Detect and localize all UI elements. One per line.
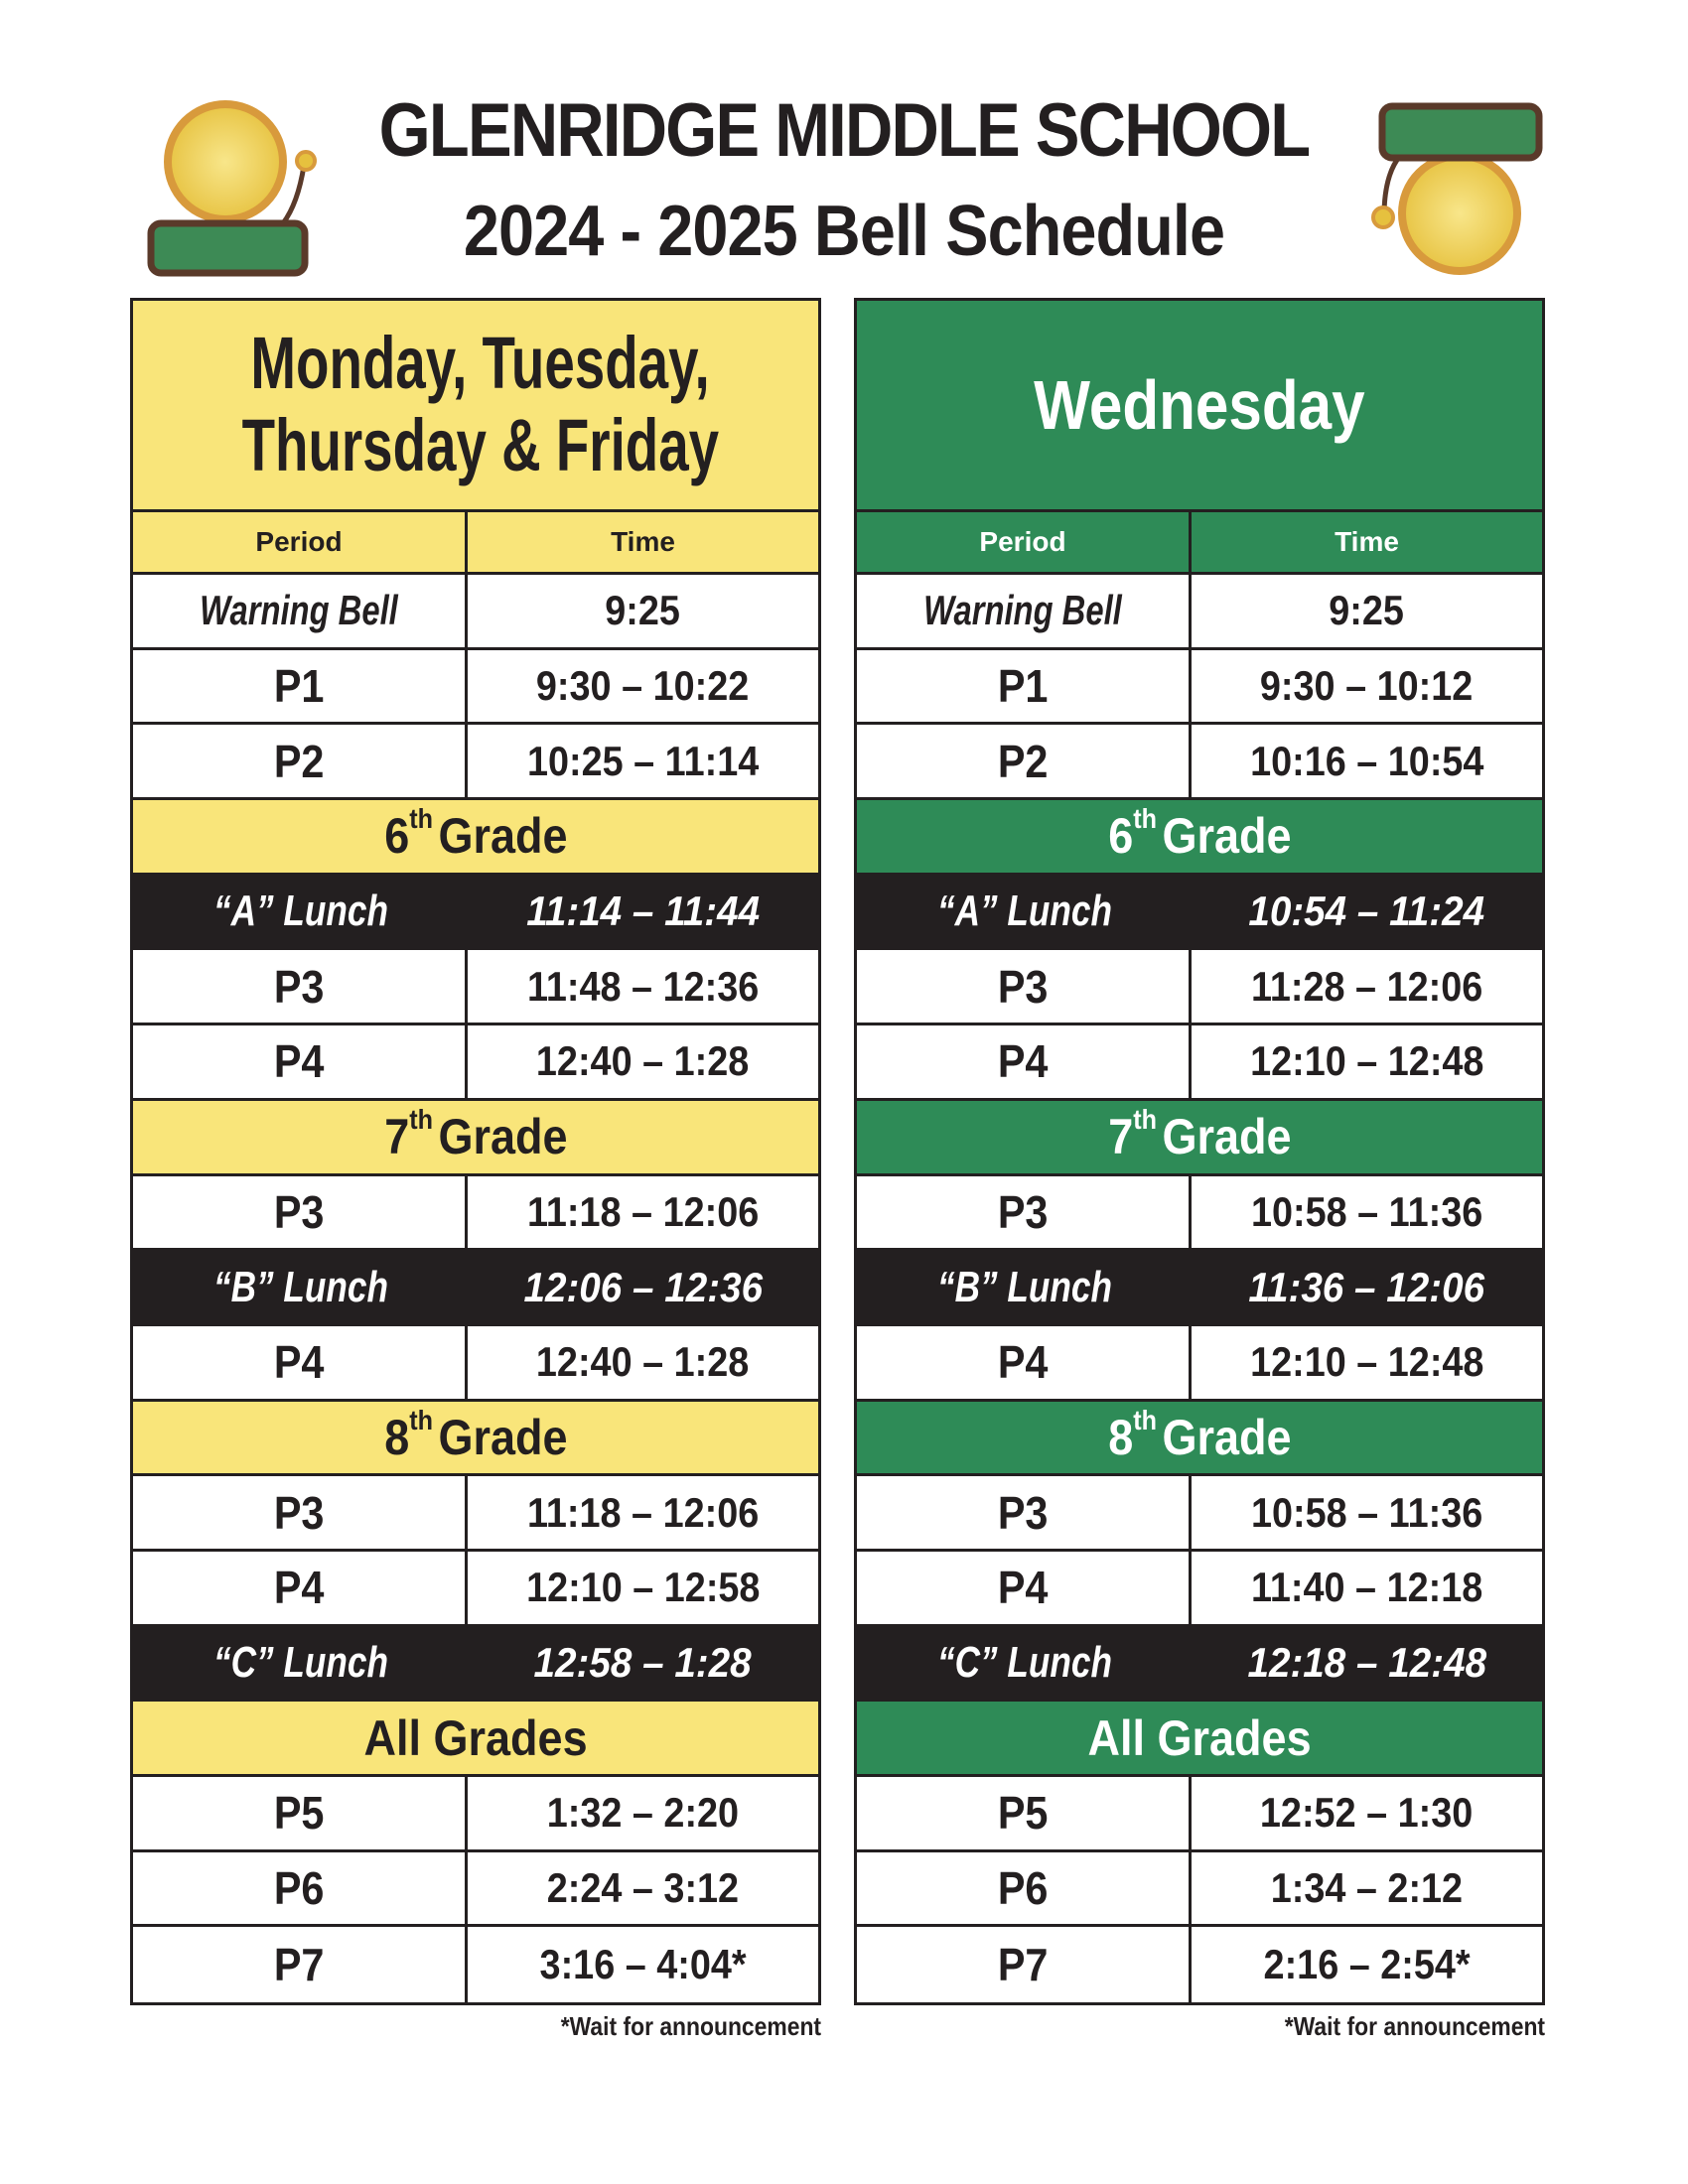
period-label: P4 [857,1025,1192,1098]
table-row-g6-p4 [133,1025,818,1101]
period-label: P6 [133,1852,468,1925]
grade-header-7: 7th Grade [133,1101,818,1176]
period-label: P3 [133,1476,468,1549]
period-label: P4 [133,1326,468,1399]
column-header-period: Period [133,512,468,572]
period-time: 11:18 – 12:06 [526,1488,760,1536]
table-row-g7-p3 [857,1176,1542,1252]
grade-header-7: 7th Grade [857,1101,1542,1176]
period-label: Warning Bell [857,575,1192,647]
table-row-warning-bell [133,575,818,650]
table-row-lunch-b [133,1251,818,1326]
schedule-days-heading: Wednesday [857,301,1542,512]
footnote-mttf: *Wait for announcement [560,2011,821,2041]
period-time: 10:25 – 11:14 [526,737,760,784]
period-label: P2 [133,725,468,797]
grade-header-6: 6th Grade [857,800,1542,876]
schedule-subtitle: 2024 - 2025 Bell Schedule [463,192,1225,271]
table-row-lunch-a [133,876,818,951]
period-label: P2 [857,725,1192,797]
lunch-time: 12:18 – 12:48 [1247,1638,1486,1686]
period-label: P7 [133,1927,468,2002]
footnote-wednesday: *Wait for announcement [1284,2011,1545,2041]
lunch-label: “B” Lunch [936,1262,1112,1311]
lunch-label: “C” Lunch [212,1637,388,1687]
lunch-label: “A” Lunch [212,887,388,936]
table-row-g8-p3 [133,1476,818,1552]
grade-header-8: 8th Grade [857,1402,1542,1477]
period-label: P4 [857,1326,1192,1399]
table-row-g6-p3 [857,950,1542,1025]
table-row-p2 [133,725,818,800]
column-header-row [133,512,818,575]
schedule-mttf [130,298,821,2005]
period-label: P3 [133,1176,468,1249]
period-time: 9:30 – 10:12 [1260,662,1474,710]
period-time: 11:28 – 12:06 [1250,962,1483,1010]
table-row-p5 [133,1777,818,1852]
lunch-label: “B” Lunch [212,1262,388,1311]
table-row-g8-p4 [857,1552,1542,1627]
period-label: P7 [857,1927,1192,2002]
period-time: 10:16 – 10:54 [1249,737,1484,784]
period-time: 2:16 – 2:54* [1263,1941,1471,1988]
period-label: P3 [857,1476,1192,1549]
period-time: 11:48 – 12:36 [526,962,760,1010]
schedule-days-heading: Monday, Tuesday, Thursday & Friday [133,301,818,512]
lunch-time: 10:54 – 11:24 [1248,887,1485,935]
table-row-g8-p4 [133,1552,818,1627]
table-row-p5 [857,1777,1542,1852]
period-time: 9:30 – 10:22 [536,662,750,710]
period-label: P1 [857,650,1192,723]
table-row-lunch-a [857,876,1542,951]
school-name-title: GLENRIDGE MIDDLE SCHOOL [378,88,1310,173]
table-row-g8-p3 [857,1476,1542,1552]
column-header-row [857,512,1542,575]
column-header-time: Time [1335,526,1399,557]
period-time: 10:58 – 11:36 [1250,1187,1483,1235]
period-time: 12:40 – 1:28 [536,1338,750,1386]
period-time: 12:10 – 12:58 [525,1564,761,1611]
grade-header-6: 6th Grade [133,800,818,876]
grade-header-all: All Grades [857,1702,1542,1777]
period-time: 12:40 – 1:28 [536,1037,750,1085]
period-time: 11:40 – 12:18 [1250,1564,1483,1611]
lunch-time: 11:36 – 12:06 [1248,1263,1485,1310]
period-time: 9:25 [1329,587,1405,634]
period-time: 9:25 [605,587,681,634]
lunch-time: 12:58 – 1:28 [533,1638,753,1686]
lunch-time: 12:06 – 12:36 [523,1263,763,1310]
period-label: P5 [857,1777,1192,1849]
lunch-time: 11:14 – 11:44 [526,887,760,935]
period-label: Warning Bell [133,575,468,647]
table-row-p7 [133,1927,818,2002]
column-header-time: Time [611,526,675,557]
period-label: P5 [133,1777,468,1849]
table-row-lunch-c [857,1627,1542,1703]
table-row-lunch-b [857,1251,1542,1326]
table-row-g6-p4 [857,1025,1542,1101]
period-time: 12:10 – 12:48 [1249,1338,1484,1386]
period-time: 11:18 – 12:06 [526,1187,760,1235]
period-time: 10:58 – 11:36 [1250,1488,1483,1536]
table-row-g7-p4 [857,1326,1542,1402]
period-time: 1:34 – 2:12 [1270,1864,1464,1912]
period-time: 1:32 – 2:20 [546,1789,740,1837]
period-label: P1 [133,650,468,723]
period-label: P3 [857,950,1192,1023]
period-label: P3 [133,950,468,1023]
period-label: P4 [857,1552,1192,1624]
period-label: P3 [857,1176,1192,1249]
lunch-label: “A” Lunch [936,887,1112,936]
table-row-p2 [857,725,1542,800]
table-row-p1 [857,650,1542,726]
grade-header-8: 8th Grade [133,1402,818,1477]
period-time: 12:10 – 12:48 [1249,1037,1484,1085]
table-row-lunch-c [133,1627,818,1703]
table-row-p6 [857,1852,1542,1928]
table-row-p6 [133,1852,818,1928]
lunch-label: “C” Lunch [936,1637,1112,1687]
schedule-wednesday [854,298,1545,2005]
period-time: 3:16 – 4:04* [539,1941,747,1988]
period-time: 2:24 – 3:12 [546,1864,740,1912]
period-label: P4 [133,1025,468,1098]
table-row-p7 [857,1927,1542,2002]
grade-header-all: All Grades [133,1702,818,1777]
period-label: P4 [133,1552,468,1624]
table-row-g7-p4 [133,1326,818,1402]
period-label: P6 [857,1852,1192,1925]
column-header-period: Period [857,512,1192,572]
table-row-g7-p3 [133,1176,818,1252]
period-time: 12:52 – 1:30 [1260,1789,1474,1837]
table-row-warning-bell [857,575,1542,650]
table-row-g6-p3 [133,950,818,1025]
table-row-p1 [133,650,818,726]
